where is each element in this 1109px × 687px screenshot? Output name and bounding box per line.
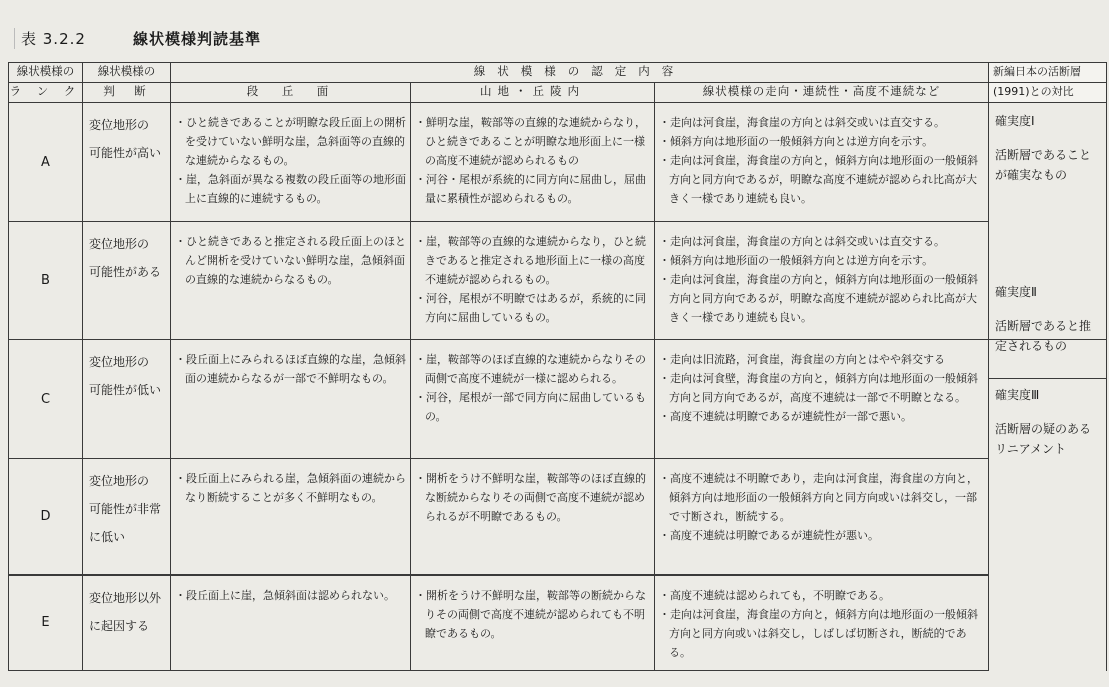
table-row (9, 103, 1107, 222)
header-judgement: 線状模様の (83, 63, 171, 83)
header-terrace: 段 丘 面 (171, 83, 411, 103)
table-row (9, 459, 1107, 575)
terrace-cell: ・段丘面上にみられるほぼ直線的な崖，急傾斜面の連続からなるが一部で不鮮明なもの。 (171, 340, 411, 459)
header-criteria: 線状模様の認定内容 (171, 63, 989, 83)
header-comparison: 新編日本の活断層 (989, 63, 1107, 83)
rank-cell: A (9, 103, 83, 222)
header-mountain: 山地・丘陵内 (411, 83, 655, 103)
terrace-cell: ・ひと続きであることが明瞭な段丘面上の開析を受けていない鮮明な崖，急斜面等の直線的な連続からなるもの。 ・崖，急斜面が異なる複数の段丘面等の地形面上に直線的に連続するもの。 (171, 103, 411, 222)
header-rank: 線状模様の (9, 63, 83, 83)
trend-cell: ・走向は河食崖，海食崖の方向とは斜交或いは直交する。 ・傾斜方向は地形面の一般傾斜方向とは逆方向を示す。 ・走向は河食崖，海食崖の方向と，傾斜方向は地形面の一般傾斜方向と同方向であるが，明瞭な高度不連続が認められ比高が大きく一様であり連続も良い。 (655, 103, 989, 222)
criteria-table (8, 62, 1107, 671)
rank-cell: E (9, 575, 83, 671)
judgement-cell: 変位地形の 可能性が高い (83, 103, 171, 222)
mountain-cell: ・鮮明な崖，鞍部等の直線的な連続からなり，ひと続きであることが明瞭な地形面上に一様の高度不連続が認められるもの ・河谷・尾根が系統的に同方向に屈曲し，屈曲量に累積性が認められるもの。 (411, 103, 655, 222)
header-rank-2: ラ ン ク (9, 83, 83, 103)
confidence-desc: 活断層であることが確実なもの (995, 148, 1092, 182)
confidence-level: 確実度Ⅰ (995, 114, 1035, 128)
judgement-cell: 変位地形以外 に起因する (83, 575, 171, 671)
table-row (9, 575, 1107, 671)
table-row (9, 340, 1107, 459)
confidence-level: 確実度Ⅱ (995, 285, 1037, 299)
table-caption (14, 28, 261, 49)
terrace-cell: ・ひと続きであると推定される段丘面上のほとんど開析を受けていない鮮明な崖，急傾斜面の直線的な連続からなるもの。 (171, 222, 411, 340)
table-number: 表 3.2.2 (21, 30, 86, 48)
trend-cell: ・走向は旧流路，河食崖，海食崖の方向とはやや斜交する ・走向は河食壁，海食崖の方向と，傾斜方向は地形面の一般傾斜方向と同方向であるが，高度不連続は一部で不明瞭となる。 ・高度不連続は明瞭であるが連続性が一部で悪い。 (655, 340, 989, 459)
header-comparison-2: (1991)との対比 (989, 83, 1107, 103)
header-row-1 (9, 63, 1107, 83)
trend-cell: ・高度不連続は認められても，不明瞭である。 ・走向は河食崖，海食崖の方向と，傾斜方向は地形面の一般傾斜方向と同方向或いは斜交し，しばしば切断され，断続的である。 (655, 575, 989, 671)
judgement-cell: 変位地形の 可能性が低い (83, 340, 171, 459)
trend-cell: ・走向は河食崖，海食崖の方向とは斜交或いは直交する。 ・傾斜方向は地形面の一般傾斜方向とは逆方向を示す。 ・走向は河食崖，海食崖の方向と，傾斜方向は地形面の一般傾斜方向と同方向であるが，明瞭な高度不連続が認められ比高が大きく一様であり連続も良い。 (655, 222, 989, 340)
table-row (9, 222, 1107, 340)
mountain-cell: ・開析をうけ不鮮明な崖，鞍部等のほぼ直線的な断続からなりその両側で高度不連続が認められるが不明瞭であるもの。 (411, 459, 655, 575)
mountain-cell: ・開析をうけ不鮮明な崖，鞍部等の断続からなりその両側で高度不連続が認められても不明瞭であるもの。 (411, 575, 655, 671)
header-judgement-2: 判 断 (83, 83, 171, 103)
confidence-cell-2 (989, 285, 1107, 671)
mountain-cell: ・崖，鞍部等のほぼ直線的な連続からなりその両側で高度不連続が一様に認められる。 ・河谷，尾根が一部で同方向に屈曲しているもの。 (411, 340, 655, 459)
terrace-cell: ・段丘面上にみられる崖，急傾斜面の連続からなり断続することが多く不鮮明なもの。 (171, 459, 411, 575)
confidence-level: 確実度Ⅲ (995, 388, 1040, 402)
header-trend: 線状模様の走向・連続性・高度不連続など (655, 83, 989, 103)
mountain-cell: ・崖，鞍部等の直線的な連続からなり，ひと続きであると推定される地形面上に一様の高度不連続が認められるもの。 ・河谷，尾根が不明瞭ではあるが，系統的に同方向に屈曲しているもの。 (411, 222, 655, 340)
rank-cell: D (9, 459, 83, 575)
header-row-2 (9, 83, 1107, 103)
terrace-cell: ・段丘面上に崖，急傾斜面は認められない。 (171, 575, 411, 671)
confidence-desc: 活断層であると推定されるもの (995, 319, 1092, 353)
confidence-desc: 活断層の疑のあるリニアメント (995, 422, 1092, 456)
rank-cell: B (9, 222, 83, 340)
confidence-cell-1 (989, 103, 1107, 340)
table-title: 線状模様判読基準 (133, 30, 262, 48)
trend-cell: ・高度不連続は不明瞭であり，走向は河食崖，海食崖の方向と，傾斜方向は地形面の一般傾斜方向と同方向或いは斜交し，一部で寸断され，断続する。 ・高度不連続は明瞭であるが連続性が悪い。 (655, 459, 989, 575)
judgement-cell: 変位地形の 可能性が非常 に低い (83, 459, 171, 575)
rank-cell: C (9, 340, 83, 459)
judgement-cell: 変位地形の 可能性がある (83, 222, 171, 340)
